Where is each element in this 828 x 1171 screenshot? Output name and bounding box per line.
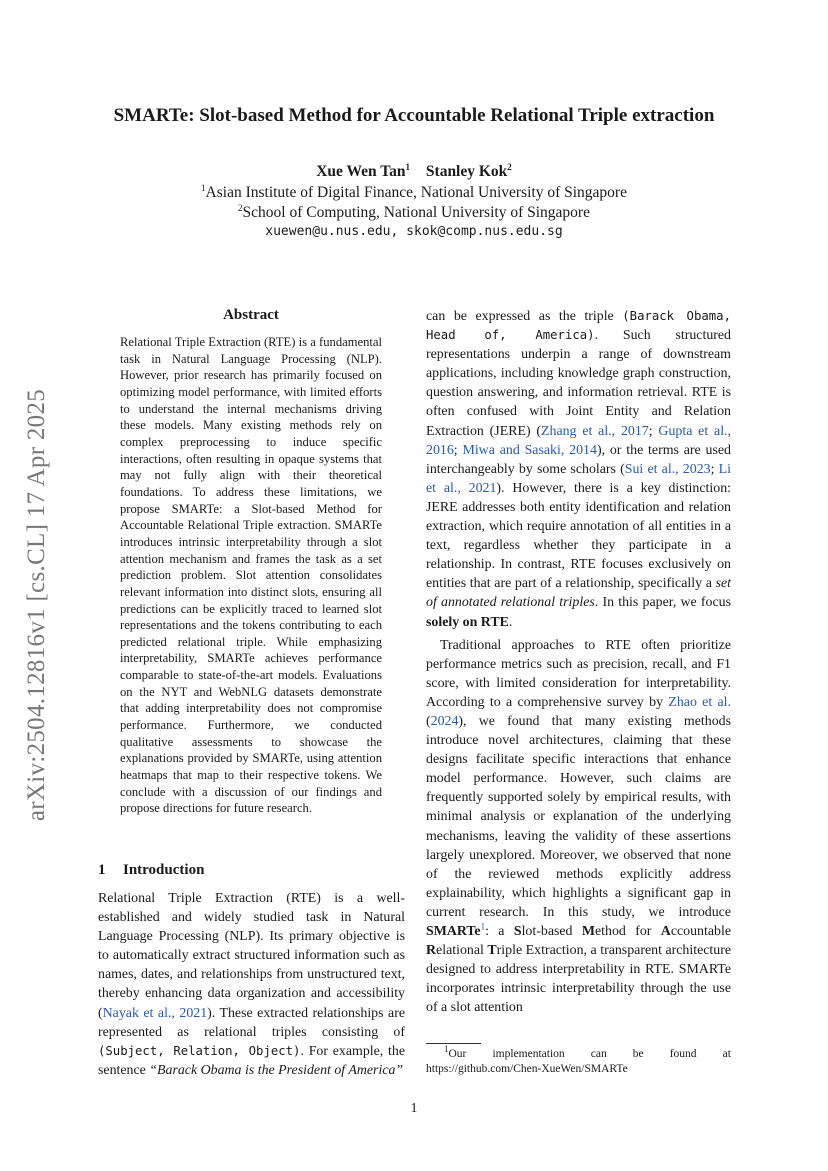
citation-link[interactable]: Zhang et al., 2017 [541,423,649,439]
affiliation: $^2$School of Computing, National University of Singapore [238,202,590,221]
citation-link[interactable]: Sui et al., 2023 [624,461,711,477]
code-span: (Barack Obama, Head of, America) [426,309,731,343]
abstract-text: Relational Triple Extraction (RTE) is a fundamental task in Natural Language Processing (NLP). However, prior research has primarily focused on optimizing model performance, with limited efforts to understand the internal mechanisms driving these models. Many existing methods rely on complex preprocessing to induce specific interactions, often resulting in opaque systems that may not fully align with their theoretical foundations. To address these limitations, we propose SMARTe: a Slot-based Method for Accountable Relational Triple extraction. SMARTe introduces intrinsic interpretability through a slot attention mechanism and frames the task as a set prediction problem. Slot attention consolidates relevant information into distinct slots, ensuring all predictions can be explicitly traced to learned slot representations and the tokens contributing to each predicted relational triple. While emphasizing interpretability, SMARTe achieves performance comparable to state-of-the-art models. Evaluations on the NYT and WebNLG datasets demonstrate that adding interpretability does not compromise performance. Furthermore, we conducted qualitative assessments to showcase the explanations provided by SMARTe, using attention heatmaps that map to their respective tokens. We conclude with a discussion of our findings and propose directions for future research. [120,335,382,816]
paper-title: SMARTe: Slot-based Method for Accountable Relational Triple extraction [113,105,715,126]
author-emails: xuewen@u.nus.edu, skok@comp.nus.edu.sg [265,224,563,239]
citation-link[interactable]: Zhao et al. [668,694,731,710]
quoted-example: “Barack Obama is the President of America” [149,1062,404,1078]
footnote: $^1$Our implementation can be found at https://github.com/Chen-XueWen/SMARTe [426,1044,731,1075]
citation-link[interactable]: Li et al., 2021 [426,461,731,496]
footnote-marker[interactable]: 1 [480,921,486,932]
footnote-url[interactable]: https://github.com/Chen-XueWen/SMARTe [426,1063,628,1075]
citation-link[interactable]: Nayak et al., 2021 [102,1005,208,1021]
intro-paragraph-continued: can be expressed as the triple (Barack Obama, Head of, America). Such structured representations underpin a range of downstream applications, including knowledge graph construction, question answering, and information retrieval. RTE is often confused with Joint Entity and Relation Extraction (JERE) (Zhang et al., 2017; Gupta et al., 2016; Miwa and Sasaki, 2014), or the terms are used interchangeably by some scholars (Sui et al., 2023; Li et al., 2021). However, there is a key distinction: JERE addresses both entity identification and relation extraction, which require annotation of all entities in a text, regardless whether they participate in a relationship. In contrast, RTE focuses exclusively on entities that are part of a relationship, specifically a set of annotated relational triples. In this paper, we focus solely on RTE. [426,309,731,630]
footnote-rule [426,1043,481,1044]
arxiv-id: arXiv:2504.12816v1 [cs.CL] 17 Apr 2025 [23,388,51,822]
footnote-mark: 1 [444,1044,449,1055]
author: Stanley Kok$^2$ [425,161,512,180]
bold-text: SMARTe [426,924,481,939]
intro-paragraph: Relational Triple Extraction (RTE) is a well-established and widely studied task in Natural Language Processing (NLP). Its primary objective is to automatically extract structured information such as names, dates, and relationships from unstructured text, thereby enhancing data organization and accessibility (Nayak et al., 2021). These extracted relationships are represented as relational triples consisting of (Subject, Relation, Object). For example, the sentence “Barack Obama is the President of America” [98,891,406,1078]
section-heading: 1 Introduction [98,862,205,878]
bold-text: solely on RTE [426,614,509,630]
citation-link[interactable]: Miwa and Sasaki, 2014 [462,442,597,458]
citation-link[interactable]: Gupta et al., 2016 [426,423,731,458]
page-number: 1 [410,1101,418,1116]
citation-link[interactable]: 2024 [430,713,459,729]
affiliation: $^1$Asian Institute of Digital Finance, National University of Singapore [201,182,627,201]
author-list [0,163,828,181]
code-span: (Subject, Relation, Object) [98,1043,301,1058]
intro-paragraph: Traditional approaches to RTE often prioritize performance metrics such as precision, recall, and F1 score, with limited consideration for interpretability. According to a comprehensive survey by Zhao et al. (2024), we found that many existing methods introduce novel architectures, claiming that these designs facilitate specific interactions that enhance model performance. However, such claims are frequently supported solely by empirical results, with minimal analysis or explanation of the underlying mechanisms, leaving the validity of these assertions largely unexplored. Moreover, we observed that none of the reviewed methods explicitly address explainability, which highlights a significant gap in current research. In this study, we introduce SMARTe$^1$: a Slot-based Method for Accountable Relational Triple Extraction, a transparent architecture designed to address interpretability in RTE. SMARTe incorporates intrinsic interpretability through the use of a slot attention [426,637,732,1016]
abstract-heading: Abstract [223,307,279,323]
right-column [426,307,731,1017]
author: Xue Wen Tan$^1$ [316,161,411,180]
arxiv-stamp [22,360,52,850]
emphasis: set of annotated relational triples [426,576,731,611]
